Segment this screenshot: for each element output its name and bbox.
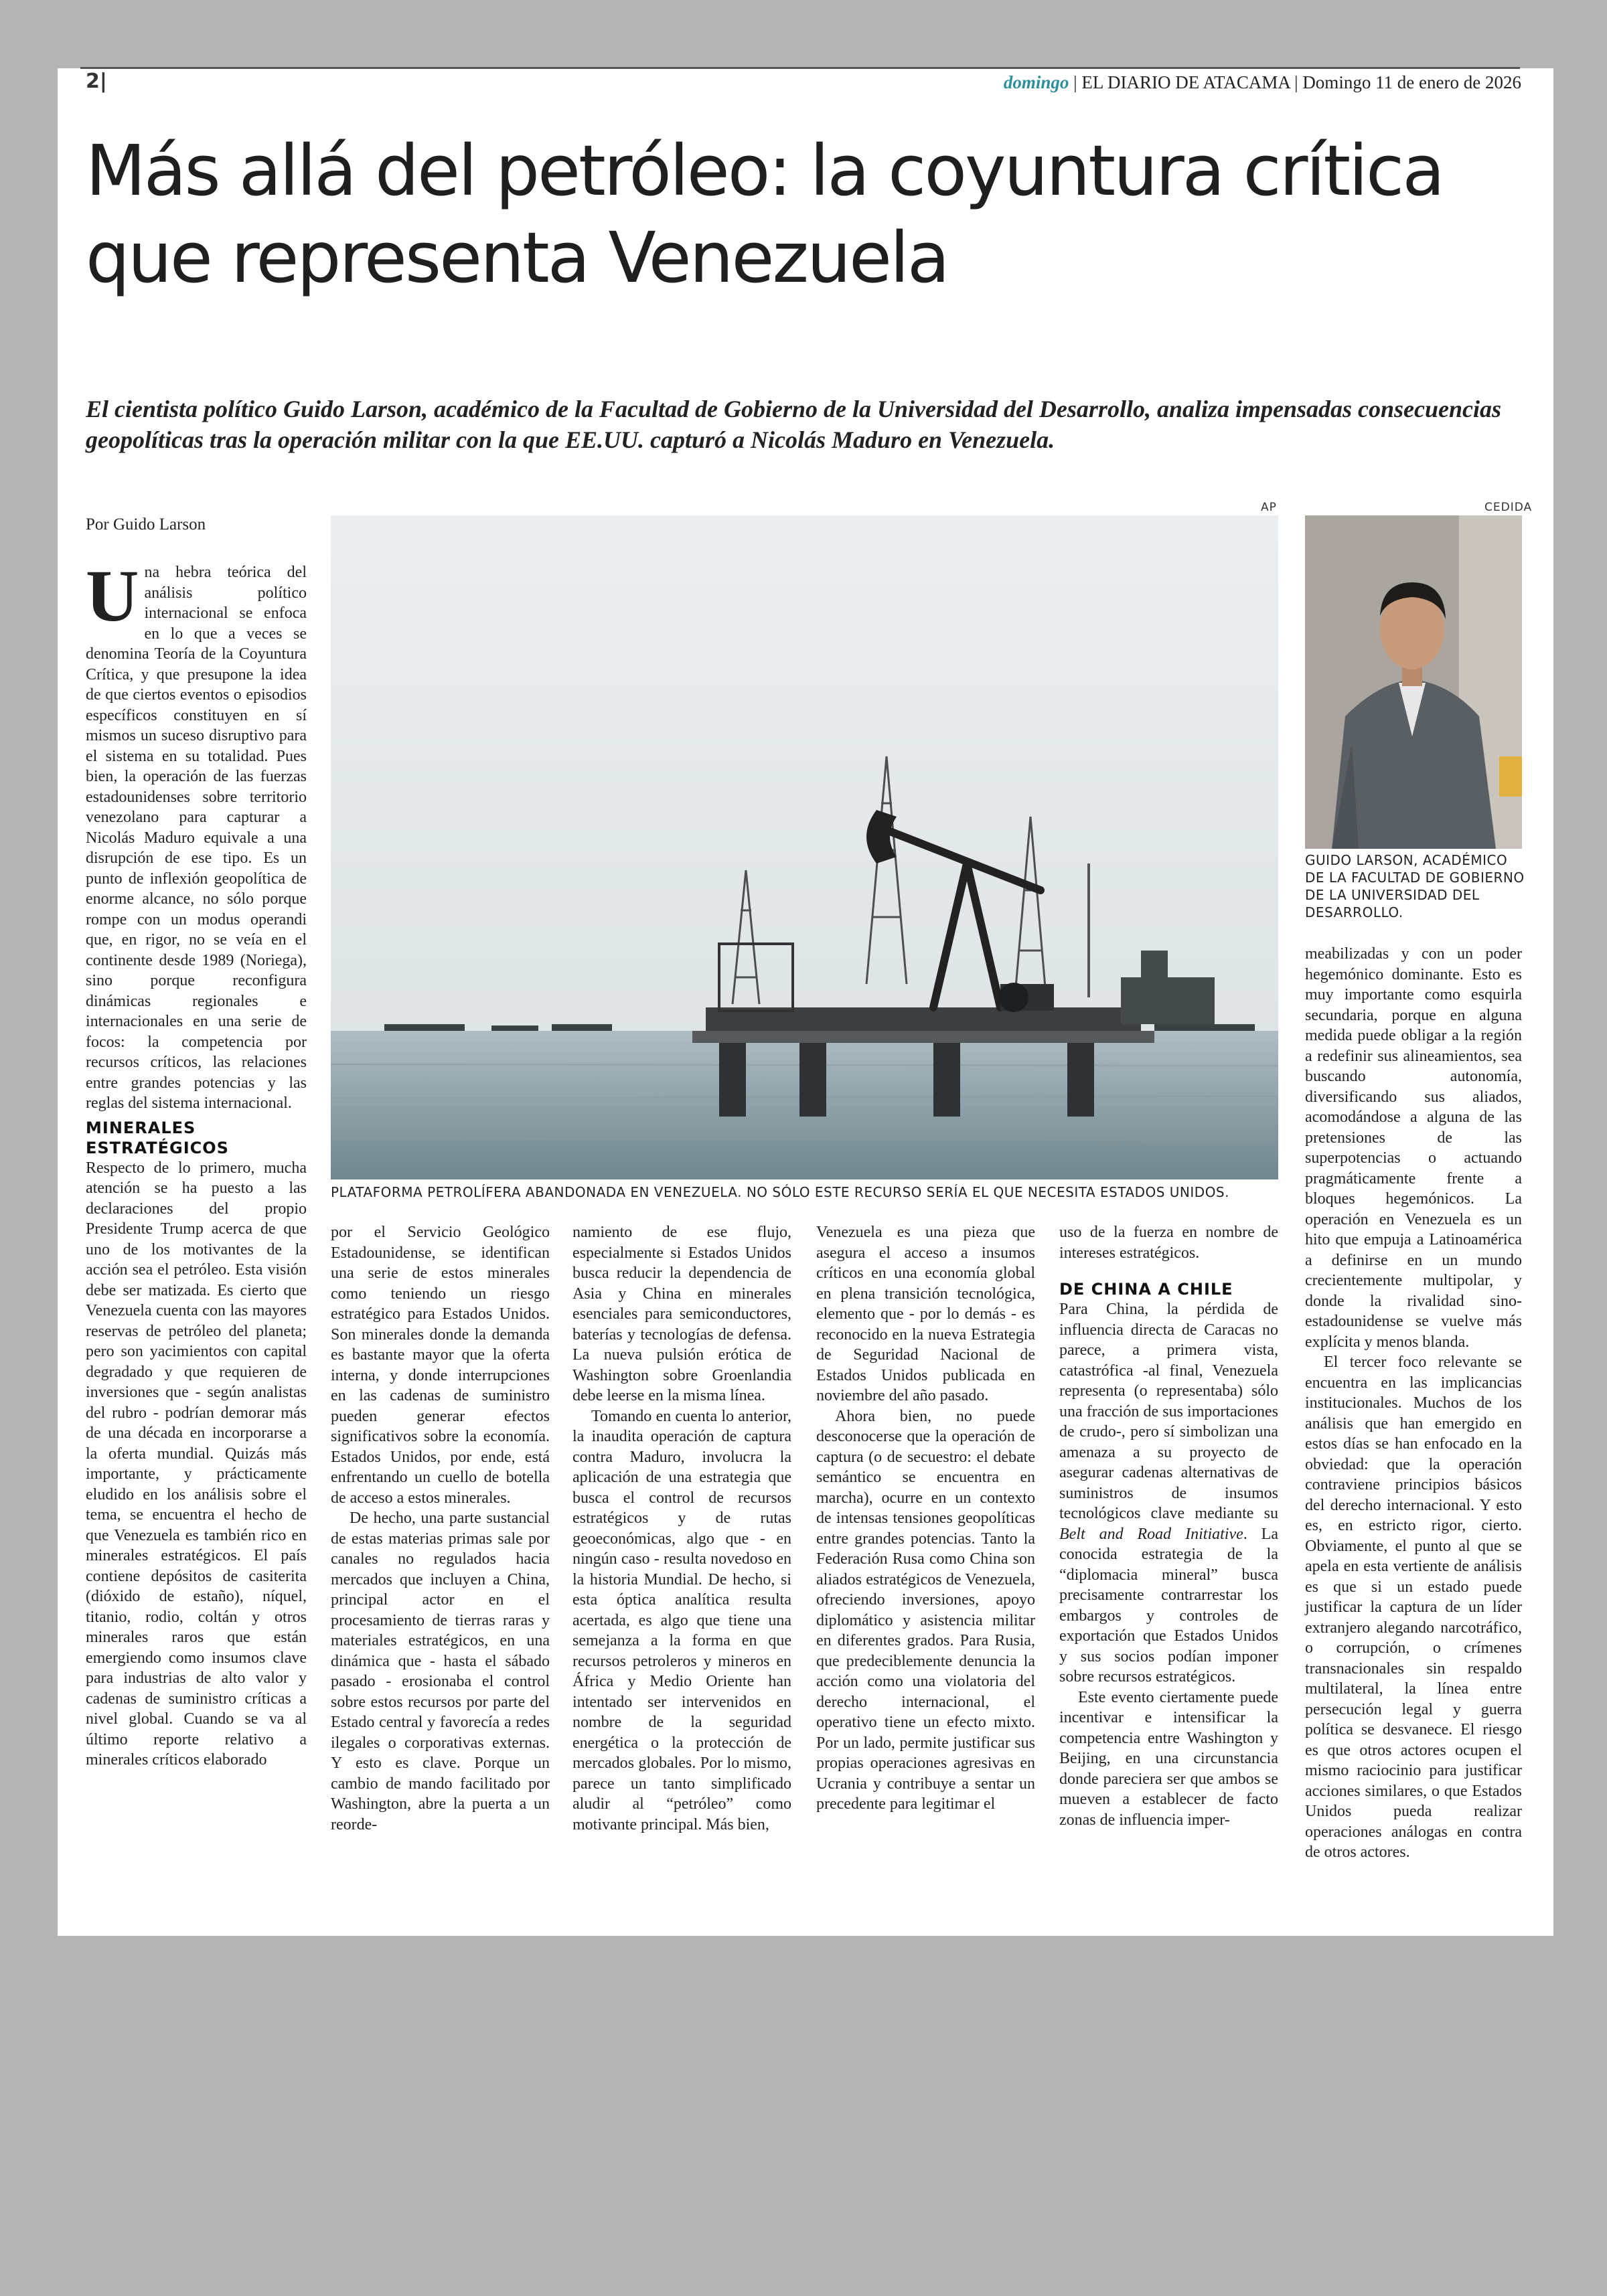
byline: Por Guido Larson [86, 515, 206, 534]
main-photo-credit: AP [1261, 501, 1277, 514]
paragraph: De hecho, una parte sustancial de estas materias primas sale por canales no regulados hacia mercados que incluyen a China, principal actor en el procesamiento de tierras raras y materiales estratégicos, en una dinámica que - hasta el sábado pasado - erosionaba el control sobre estos recursos por parte del Estado central y favorecía a redes ilegales o corporativas externas. Y esto es clave. Porque un cambio de mando facilitado por Washington, abre la puerta a un reorde- [331, 1509, 550, 1833]
folio [1004, 72, 1521, 93]
column-1 [86, 555, 307, 1771]
paragraph [86, 555, 307, 1114]
paragraph: namiento de ese flujo, especialmente si Estados Unidos busca reducir la dependencia de Asia y China en minerales esenciales para semiconductores, baterías y tecnologías de defensa. La nueva pulsión erótica de Washington sobre Groenlandia debe leerse en la misma línea. [572, 1224, 791, 1404]
paragraph-text: Para China, la pérdida de influencia directa de Caracas no parece, a primera vista, catastrófica -al final, Venezuela representa (o representaba) sólo una fracción de sus importaciones de crudo-, pero sí simbolizan una amenaza a su proyecto de asegurar cadenas alternativas de suministros de insumos tecnológicos clave mediante su [1059, 1301, 1278, 1522]
paragraph: Ahora bien, no puede desconocerse que la operación de captura (o de secuestro: el debate semántico se encuentra en marcha), ocurre en un contexto de intensas tensiones geopolíticas entre grandes potencias. Tanto la Federación Rusa como China son aliados estratégicos de Venezuela, ofreciendo inversiones, apoyo diplomático y asistencia militar en diferentes grados. Para Rusia, que predeciblemente denuncia la acción como una violatoria del derecho internacional, el operativo tiene un efecto mixto. Por un lado, permite justificar sus propias operaciones agresivas en Ucrania y contribuye a sentar un precedente para legitimar el [816, 1407, 1035, 1813]
paragraph-text: . La conocida estrategia de la “diplomacia mineral” busca precisamente contrarrestar los embargos y controles de exportación que Estados Unidos y sus socios podían imponer sobre recursos estratégicos. [1059, 1525, 1278, 1686]
paragraph: Tomando en cuenta lo anterior, la inaudita operación de captura contra Maduro, involucra la aplicación de una estrategia que busca el control de recursos estratégicos y de rutas geoeconómicas, algo que - en ningún caso - resulta novedoso en la historia Mundial. De hecho, si esta óptica analítica resulta acertada, es algo que tiene una semejanza a la forma en que recursos petroleros y mineros en África y Medio Oriente han intentado ser intervenidos en nombre de la seguridad energética o la protección de mercados globales. Por lo mismo, parece un tanto simplificado aludir al “petróleo” como motivante principal. Más bien, [572, 1407, 791, 1833]
column-4 [816, 1222, 1035, 1815]
main-photo-caption: PLATAFORMA PETROLÍFERA ABANDONADA EN VENEZUELA. NO SÓLO ESTE RECURSO SERÍA EL QUE NECESITA ESTADOS UNIDOS. [331, 1184, 1229, 1200]
paragraph: por el Servicio Geológico Estadounidense, se identifican una serie de estos minerales como teniendo un riesgo estratégico para Estados Unidos. Son minerales donde la demanda es bastante mayor que la oferta interna, y donde interrupciones en las cadenas de suministro pueden generar efectos significativos sobre la economía. Estados Unidos, por ende, está enfrentando un cuello de botella de acceso a estos minerales. [331, 1224, 550, 1507]
headline: Más allá del petróleo: la coyuntura crítica que representa Venezuela [86, 130, 1443, 299]
section-name: domingo [1003, 72, 1069, 92]
column-5 [1059, 1222, 1278, 1830]
deck: El cientista político Guido Larson, académico de la Facultad de Gobierno de la Universidad del Desarrollo, analiza impensadas consecuencias geopolíticas tras la operación militar con la que EE.UU. capturó a Nicolás Maduro en Venezuela. [86, 396, 1501, 453]
portrait-credit: CEDIDA [1484, 501, 1533, 514]
column-6 [1305, 944, 1522, 1863]
paragraph: El tercer foco relevante se encuentra en las implicancias institucionales. Muchos de los análisis que han emergido en estos días se han enfocado en la obviedad: que la operación contraviene principios básicos del derecho internacional. Y esto es, en estricto rigor, cierto. Obviamente, el punto al que se apela en esta vertiente de análisis es que si un estado puede justificar la captura de un líder extranjero alegando narcotráfico, o corrupción, o crímenes transnacionales sin respaldo multilateral, la línea entre persecución legal y guerra política se desvanece. El riesgo es que otros actores ocupen el mismo raciocinio para justificar acciones similares, o que Estados Unidos pueda realizar operaciones análogas en contra de otros actores. [1305, 1354, 1522, 1861]
issue-date: Domingo 11 de enero de 2026 [1302, 72, 1521, 92]
page-number: 2| [86, 70, 107, 93]
paragraph: Venezuela es una pieza que asegura el acceso a insumos críticos en una economía global en plena transición tecnológica, elemento que - por lo demás - es reconocido en la nueva Estrategia de Seguridad Nacional de Estados Unidos publicada en noviembre del año pasado. [816, 1224, 1035, 1404]
paragraph: meabilizadas y con un poder hegemónico dominante. Esto es muy importante como esquirla secundaria, porque en alguna medida puede obligar a la región a redefinir sus alineamientos, sea buscando autonomía, diversificando sus aliados, acomodándose a alguna de las pretensiones de las superpotencias o actuando pragmáticamente frente a bloques hegemónicos. La operación en Venezuela es un hito que empuja a Latinoamérica a definirse en un mundo crecientemente multipolar, y donde la rivalidad sino-estadounidense se vuelve más explícita y menos blanda. [1305, 945, 1522, 1351]
paragraph-text: na hebra teórica del análisis político internacional se enfoca en lo que a veces se denomina Teoría de la Coyuntura Crítica, y que presupone la idea de que ciertos eventos o episodios específicos constituyen en sí mismos un suceso disruptivo para el sistema en su totalidad. Pues bien, la operación de las fuerzas estadounidenses sobre territorio venezolano para capturar a Nicolás Maduro equivale a una disrupción de ese tipo. Es un punto de inflexión geopolítica de enorme alcance, no sólo porque rompe con un modus operandi que, en rigor, no se veía en el continente desde 1989 (Noriega), sino porque reconfigura dinámicas regionales e internacionales en una serie de focos: la competencia por recursos críticos, las relaciones entre grandes potencias y las reglas del sistema internacional. [86, 564, 307, 1112]
drop-cap: U [86, 555, 139, 637]
portrait-caption: GUIDO LARSON, ACADÉMICO DE LA FACULTAD DE GOBIERNO DE LA UNIVERSIDAD DEL DESARROLLO. [1305, 852, 1525, 920]
column-2 [331, 1222, 550, 1835]
paragraph: uso de la fuerza en nombre de intereses estratégicos. [1059, 1224, 1278, 1262]
paragraph: Este evento ciertamente puede incentivar e intensificar la competencia entre Washington y Beijing, en una circunstancia donde pareciera ser que ambos se mueven a establecer de facto zonas de influencia imper- [1059, 1688, 1278, 1829]
subheading-minerales: MINERALES ESTRATÉGICOS [86, 1118, 229, 1157]
italic-term: Belt and Road Initiative [1059, 1525, 1243, 1543]
paragraph: Respecto de lo primero, mucha atención se ha puesto a las declaraciones del propio Presidente Trump acerca de que uno de los motivantes de la acción sea el petróleo. Esta visión debe ser matizada. Es cierto que Venezuela cuenta con las mayores reservas de petróleo del planeta; pero son yacimientos con capital degradado y que requieren de inversiones que - según analistas del rubro - podrían demorar más de una década en incorporarse a la oferta mundial. Quizás más importante, y prácticamente eludido en los análisis sobre el tema, se encuentra el hecho de que Venezuela es también rico en minerales estratégicos. El país contiene depósitos de casiterita (dióxido de estaño), níquel, titanio, rodio, coltán y otros minerales raros que están emergiendo como insumos clave para industrias de alto valor y cadenas de suministro críticas a nivel global. Cuando se va al último reporte relativo a minerales críticos elaborado [86, 1159, 307, 1769]
paragraph [1059, 1299, 1278, 1688]
column-3 [572, 1222, 791, 1835]
header-rule [80, 67, 1520, 69]
publication-name: | EL DIARIO DE ATACAMA | [1073, 72, 1298, 92]
oil-platform-photo [331, 515, 1278, 1179]
author-portrait [1305, 515, 1522, 849]
subheading-china-chile: DE CHINA A CHILE [1059, 1280, 1233, 1299]
